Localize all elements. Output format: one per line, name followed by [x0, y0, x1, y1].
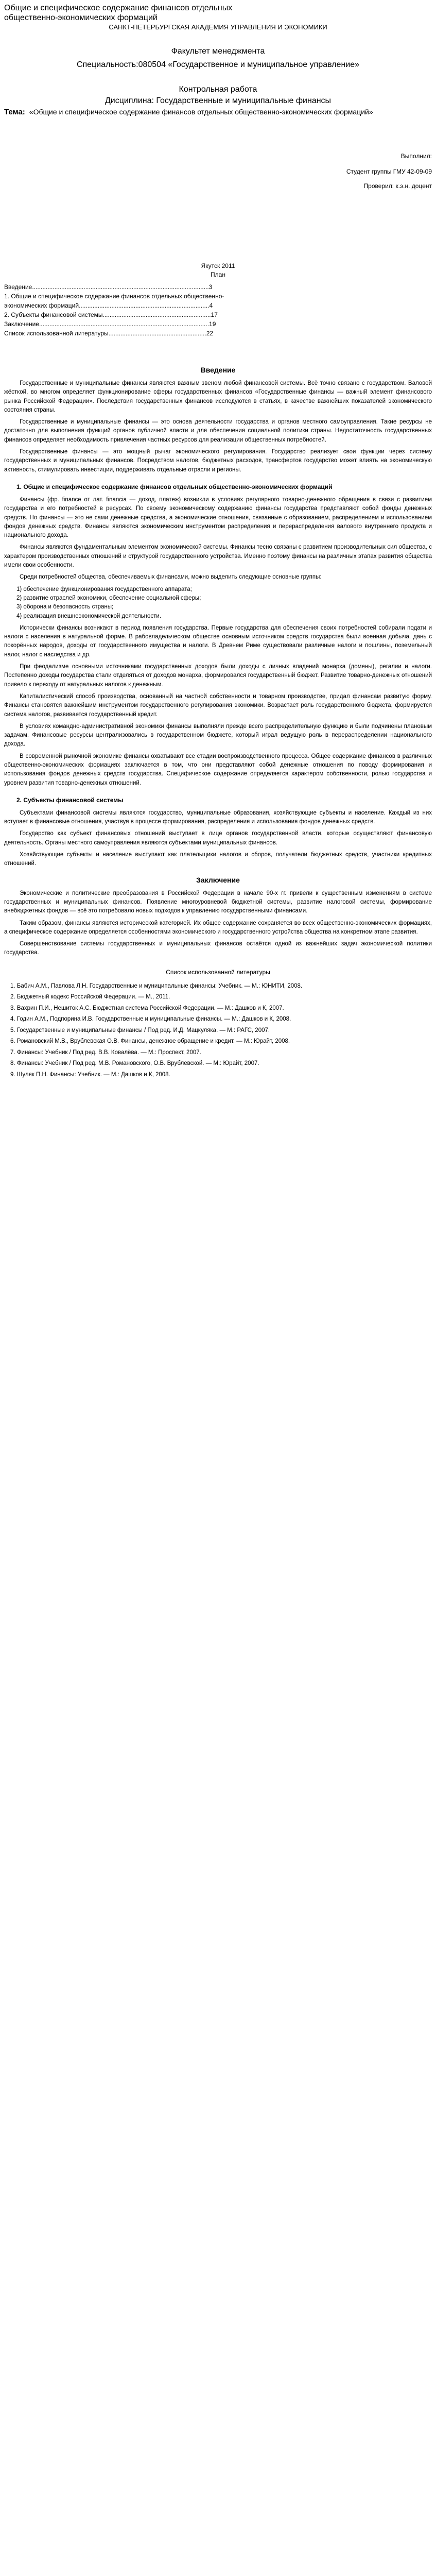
needs-list [16, 585, 432, 621]
toc-item[interactable]: Введение.......................................................................................................3 [4, 283, 213, 291]
literature-item: 3. Вахрин П.И., Нешиток А.С. Бюджетная система Российской Федерации. — М.: Дашков и К, 2007. [10, 1005, 284, 1011]
city-year: Якутск 2011 [201, 262, 235, 269]
faculty: Факультет менеджмента [171, 47, 265, 56]
academy-name: САНКТ-ПЕТЕРБУРГСКАЯ АКАДЕМИЯ УПРАВЛЕНИЯ И ЭКОНОМИКИ [109, 23, 327, 31]
topic [4, 108, 432, 116]
document-title-line1: Общие и специфическое содержание финансов отдельных [4, 4, 233, 12]
plan-title: План [211, 271, 225, 278]
toc-item[interactable]: Список использованной литературы.........................................................22 [4, 330, 214, 337]
literature-item: 6. Романовский М.В., Врублевская О.В. Финансы, денежное обращение и кредит. — М.: Юрайт, 2008. [10, 1038, 290, 1045]
literature-item: 2. Бюджетный кодекс Российской Федерации. — М., 2011. [10, 994, 170, 1001]
topic-text: «Общие и специфическое содержание финансов отдельных общественно-экономических формаций» [29, 108, 373, 116]
document-title-line2: общественно-экономических формаций [4, 13, 158, 22]
section1-paragraph: Финансы (фр. finance от лат. financia — доход, платеж) возникли в условиях регулярного товарно-денежного обращения в связи с развитием государства и его потребностей в ресурсах. По своему экономическому содержанию финансы государства представляют собой фонды денежных средств. Но финансы — это не сами денежные средства, а экономические отношения, связанные с образованием, распределением и использованием фондов денежных средств. Финансы являются экономическим инструментом распределения и перераспределения валового внутреннего продукта и национального дохода. [4, 496, 432, 539]
specialty: Специальность:080504 «Государственное и муниципальное управление» [76, 60, 360, 69]
section1-heading: 1. Общие и специфическое содержание финансов отдельных общественно-экономических формаций [16, 483, 333, 490]
list-item: 3) оборона и безопасность страны; [16, 604, 114, 611]
literature-item: 9. Шуляк П.Н. Финансы: Учебник. — М.: Дашков и К, 2008. [10, 1071, 170, 1078]
list-item: 2) развитие отраслей экономики, обеспечение социальной сферы; [16, 595, 201, 601]
toc-item[interactable]: 1. Общие и специфическое содержание финансов отдельных общественно- [4, 293, 224, 300]
section2-paragraph: Хозяйствующие субъекты и население выступают как плательщики налогов и сборов, получатели бюджетных средств, участники кредитных отношений. [4, 852, 432, 867]
literature-item: 4. Годин А.М., Подпорина И.В. Государственные и муниципальные финансы. — М.: Дашков и К, 2008. [10, 1016, 291, 1023]
section1-paragraph: Исторически финансы возникают в период появления государства. Первые государства для обеспечения своих потребностей собирали подати и налоги с населения в натуральной форме. В рабовладельческом обществе основным источником средств государства были военная добыча, дань с покорённых народов, доходы от государственного имущества и налоги. В Древнем Риме существовали различные налоги и пошлины, поземельный налог, налог с наследства и др. [4, 624, 432, 658]
intro-paragraph: Государственные и муниципальные финансы являются важным звеном любой финансовой системы. Всё точно связано с государством. Валовой жёсткой, во многом определяет функционирование сферы государственных финансов «Государственные финансы — важный элемент финансового рынка Российской Федерации». Последствия государственных финансов исследуются в статьях, в качестве важнейших показателей экономического состояния страны. [4, 380, 432, 413]
intro-paragraph: Государственные и муниципальные финансы — это основа деятельности государства и органов местного самоуправления. Такие ресурсы не достаточно для выполнения функций органов публичной власти и для обеспечения социальной политики страны. Недостаточность государственных финансов определяет необходимость привлечения частных ресурсов для реализации общественных потребностей. [4, 419, 432, 443]
toc-item[interactable]: экономических формаций............................................................................4 [4, 302, 213, 309]
toc-item[interactable]: Заключение...................................................................................................19 [4, 320, 216, 328]
document-header [4, 3, 432, 31]
literature-item: 8. Финансы: Учебник / Под ред. М.В. Романовского, О.В. Врублевской. — М.: Юрайт, 2007. [10, 1060, 259, 1067]
list-item: 4) реализация внешнеэкономической деятельности. [16, 613, 162, 619]
section2-heading: 2. Субъекты финансовой системы [16, 796, 124, 804]
section1-paragraph: В условиях командно-административной экономики финансы выполняли прежде всего распределительную функцию и были подчинены плановым задачам. Финансовые ресурсы централизовались в государственном бюджете, который играл ведущую роль в перераспределении национального дохода. [4, 723, 432, 748]
table-of-contents [4, 282, 432, 338]
literature-item: 1. Бабич А.М., Павлова Л.Н. Государственные и муниципальные финансы: Учебник. — М.: ЮНИТИ, 2008. [10, 982, 303, 989]
list-item: 1) обеспечение функционирования государственного аппарата; [16, 586, 192, 592]
conclusion-paragraph: Экономические и политические преобразования в Российской Федерации в начале 90-х гг. привели к существенным изменениям в системе государственных и муниципальных финансов. Появление многоуровневой бюджетной системы, развитие налоговой системы, формирование внебюджетных фондов — всё это потребовало новых подходов к управлению государственными финансами. [4, 890, 432, 914]
literature-list [4, 982, 432, 1080]
intro-paragraph: Государственные финансы — это мощный рычаг экономического регулирования. Государство реализует свои функции через систему государственных и муниципальных финансов. Посредством налогов, бюджетных расходов, трансфертов государство может влиять на экономическую активность, стимулировать инвестиции, поддерживать отдельные отрасли и регионы. [4, 449, 432, 473]
section1-paragraph: Среди потребностей общества, обеспечиваемых финансами, можно выделить следующие основные группы: [20, 574, 322, 581]
intro-heading: Введение [200, 366, 236, 374]
work-type: Контрольная работа [179, 85, 257, 94]
signoff-done: Выполнил: [400, 152, 432, 160]
signoff-checked: Проверил: к.э.н. доцент [363, 182, 432, 190]
conclusion-heading: Заключение [196, 875, 240, 884]
toc-item[interactable]: 2. Субъекты финансовой системы...............................................................17 [4, 311, 218, 318]
section1-paragraph: В современной рыночной экономике финансы охватывают все стадии воспроизводственного процесса. Общее содержание финансов в различных общественно-экономических формациях заключается в том, что они представляют собой денежные отношения по поводу формирования и использования фондов денежных средств государства. Специфическое содержание определяется характером собственности, ролью государства и уровнем развития товарно-денежных отношений. [4, 753, 432, 786]
literature-item: 5. Государственные и муниципальные финансы / Под ред. И.Д. Мацкуляка. — М.: РАГС, 2007. [10, 1027, 270, 1033]
literature-heading: Список использованной литературы [166, 968, 270, 976]
section1-paragraph: Капиталистический способ производства, основанный на частной собственности и товарном производстве, придал финансам развитую форму. Финансы становятся важнейшим инструментом государственного регулирования экономики. Возрастает роль государственного бюджета, формируется система налогов, развивается государственный кредит. [4, 693, 432, 718]
topic-label: Тема: [4, 108, 25, 116]
conclusion-paragraph: Таким образом, финансы являются исторической категорией. Их общее содержание сохраняется во всех общественно-экономических формациях, а специфическое содержание определяется особенностями экономического и государственного устройства общества на конкретном этапе развития. [4, 920, 432, 935]
literature-item: 7. Финансы: Учебник / Под ред. В.В. Ковалёва. — М.: Проспект, 2007. [10, 1049, 201, 1056]
discipline: Дисциплина: Государственные и муниципальные финансы [104, 96, 332, 105]
conclusion-paragraph: Совершенствование системы государственных и муниципальных финансов остаётся одной из важнейших задач экономической политики государства. [4, 941, 432, 956]
section1-paragraph: При феодализме основными источниками государственных доходов были доходы с личных владений монарха (домены), регалии и налоги. Постепенно доходы государства стали отделяться от доходов монарха, формировался государственный бюджет. Развитие товарно-денежных отношений привело к переходу от натуральных налогов к денежным. [4, 664, 432, 688]
section1-paragraph: Финансы являются фундаментальным элементом экономической системы. Финансы тесно связаны с развитием производительных сил общества, с характером производственных отношений и структурой государственного устройства. Именно поэтому финансы на различных этапах развития общества имели свои особенности. [4, 544, 432, 569]
signoff-student: Студент группы ГМУ 42-09-09 [346, 168, 432, 175]
section2-paragraph: Государство как субъект финансовых отношений выступает в лице органов государственной власти, которые осуществляют финансовую деятельность. Органы местного самоуправления являются субъектами муниципальных финансов. [4, 831, 432, 846]
section2-paragraph: Субъектами финансовой системы являются государство, муниципальные образования, хозяйствующие субъекты и население. Каждый из них вступает в финансовые отношения, участвуя в процессе формирования, распределения и использования фондов денежных средств. [4, 809, 432, 825]
